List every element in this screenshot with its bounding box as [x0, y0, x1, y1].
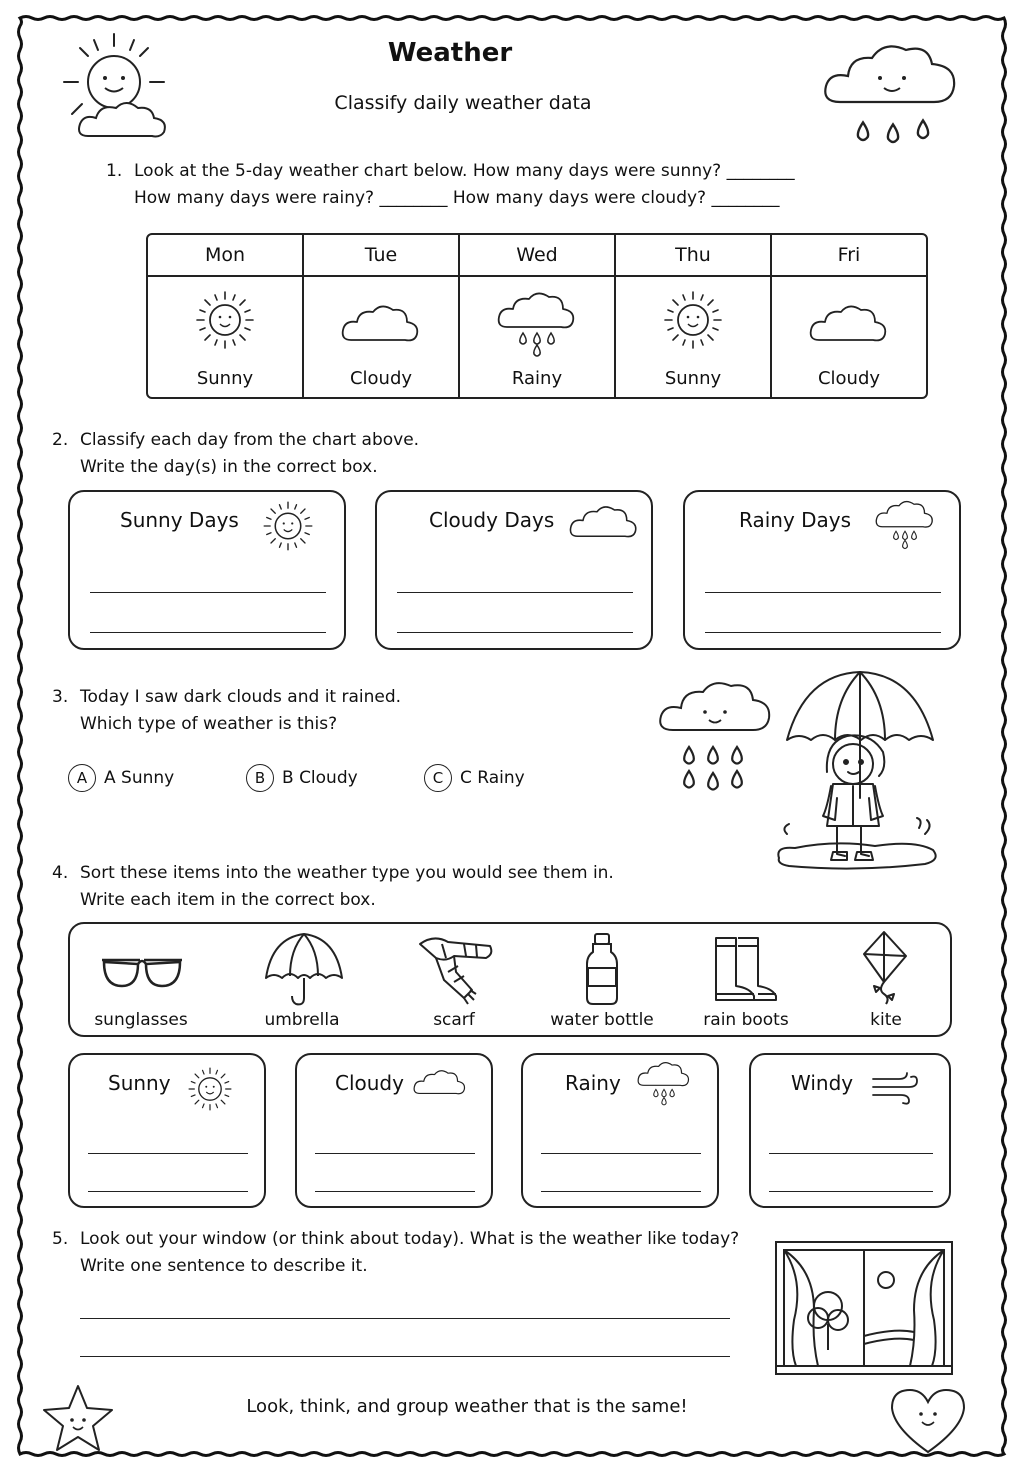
rainy-box[interactable]	[521, 1053, 719, 1208]
box-heading: Sunny	[108, 1071, 171, 1095]
answer-line[interactable]	[769, 1191, 933, 1192]
item-label: sunglasses	[94, 1010, 188, 1030]
question-text: Today I saw dark clouds and it rained.	[80, 687, 402, 707]
question-text: Write each item in the correct box.	[80, 890, 376, 910]
cloud-icon	[804, 293, 894, 353]
sunny-days-box[interactable]	[68, 490, 346, 650]
chart-day: Thu	[616, 235, 770, 277]
answer-line[interactable]	[88, 1191, 248, 1192]
question-number: 2.	[52, 430, 69, 450]
umbrella-icon	[262, 930, 346, 1008]
question-1	[106, 158, 795, 212]
sunglasses-icon	[100, 948, 184, 992]
cloud-icon	[413, 1067, 467, 1101]
question-text: Look out your window (or think about today). What is the weather like today?	[80, 1229, 740, 1249]
item-label: water bottle	[550, 1010, 654, 1030]
chart-column-tue	[304, 235, 460, 397]
option-a[interactable]	[68, 764, 174, 792]
windy-box[interactable]	[749, 1053, 951, 1208]
chart-day: Tue	[304, 235, 458, 277]
chart-column-thu	[616, 235, 772, 397]
question-text: Which type of weather is this?	[80, 714, 338, 734]
answer-line[interactable]	[397, 592, 633, 593]
weather-chart	[146, 233, 928, 399]
question-number: 4.	[52, 863, 69, 883]
box-heading: Sunny Days	[120, 508, 239, 532]
answer-line[interactable]	[705, 592, 941, 593]
chart-weather: Rainy	[511, 368, 563, 389]
sun-icon	[190, 285, 260, 355]
answer-line[interactable]	[80, 1318, 730, 1319]
sunny-box[interactable]	[68, 1053, 266, 1208]
rainy-days-box[interactable]	[683, 490, 961, 650]
rain-cloud-icon	[655, 672, 775, 802]
chart-weather: Cloudy	[817, 368, 881, 389]
sun-icon	[182, 1061, 238, 1117]
answer-line[interactable]	[90, 632, 326, 633]
kite-icon	[858, 930, 914, 1006]
box-heading: Rainy	[565, 1071, 621, 1095]
option-circle[interactable]: A	[68, 764, 96, 792]
question-4	[52, 860, 614, 914]
chart-column-fri	[772, 235, 926, 397]
answer-line[interactable]	[397, 632, 633, 633]
question-number: 3.	[52, 687, 69, 707]
answer-line[interactable]	[769, 1153, 933, 1154]
rain-cloud-icon	[492, 287, 582, 359]
rain-cloud-icon	[637, 1061, 691, 1111]
footer-text: Look, think, and group weather that is the same!	[246, 1396, 688, 1417]
question-text: Write the day(s) in the correct box.	[80, 457, 378, 477]
item-label: rain boots	[703, 1010, 789, 1030]
question-number: 1.	[106, 161, 123, 181]
cloudy-days-box[interactable]	[375, 490, 653, 650]
answer-line[interactable]	[90, 592, 326, 593]
chart-weather: Sunny	[196, 368, 254, 389]
sun-icon	[258, 496, 318, 556]
answer-line[interactable]	[315, 1153, 475, 1154]
window-icon	[774, 1240, 954, 1376]
option-circle[interactable]: C	[424, 764, 452, 792]
star-icon	[38, 1382, 118, 1456]
cloud-icon	[336, 293, 426, 353]
water-bottle-icon	[584, 932, 620, 1006]
chart-column-wed	[460, 235, 616, 397]
scarf-icon	[414, 932, 498, 1006]
sun-icon	[658, 285, 728, 355]
cloudy-box[interactable]	[295, 1053, 493, 1208]
rain-cloud-icon	[875, 500, 935, 555]
option-c[interactable]	[424, 764, 525, 792]
answer-line[interactable]	[541, 1153, 701, 1154]
page-subtitle: Classify daily weather data	[334, 92, 592, 114]
option-text: C Rainy	[460, 768, 525, 788]
cloud-icon	[569, 504, 639, 544]
option-b[interactable]	[246, 764, 358, 792]
question-number: 5.	[52, 1229, 69, 1249]
question-text: Look at the 5-day weather chart below. How many days were sunny? ________	[134, 161, 795, 181]
question-text: How many days were rainy? ________ How many days were cloudy? ________	[134, 188, 780, 208]
question-text: Classify each day from the chart above.	[80, 430, 420, 450]
item-label: scarf	[433, 1010, 475, 1030]
question-text: Sort these items into the weather type you would see them in.	[80, 863, 614, 883]
chart-day: Wed	[460, 235, 614, 277]
item-label: kite	[870, 1010, 902, 1030]
option-circle[interactable]: B	[246, 764, 274, 792]
box-heading: Rainy Days	[739, 508, 852, 532]
option-text: A Sunny	[104, 768, 175, 788]
box-heading: Windy	[791, 1071, 854, 1095]
chart-column-mon	[148, 235, 304, 397]
wind-icon	[871, 1071, 919, 1105]
page-title: Weather	[387, 38, 513, 68]
child-with-umbrella-icon	[775, 668, 945, 873]
question-2	[52, 427, 419, 481]
answer-line[interactable]	[541, 1191, 701, 1192]
option-text: B Cloudy	[282, 768, 358, 788]
box-heading: Cloudy Days	[429, 508, 555, 532]
question-3	[52, 684, 401, 738]
box-heading: Cloudy	[335, 1071, 404, 1095]
answer-line[interactable]	[315, 1191, 475, 1192]
question-5	[52, 1226, 739, 1280]
answer-line[interactable]	[88, 1153, 248, 1154]
answer-line[interactable]	[80, 1356, 730, 1357]
rain-boots-icon	[710, 934, 780, 1006]
chart-day: Mon	[148, 235, 302, 277]
chart-weather: Cloudy	[349, 368, 413, 389]
item-label: umbrella	[264, 1010, 340, 1030]
question-text: Write one sentence to describe it.	[80, 1256, 368, 1276]
answer-line[interactable]	[705, 632, 941, 633]
chart-weather: Sunny	[664, 368, 722, 389]
chart-day: Fri	[772, 235, 926, 277]
